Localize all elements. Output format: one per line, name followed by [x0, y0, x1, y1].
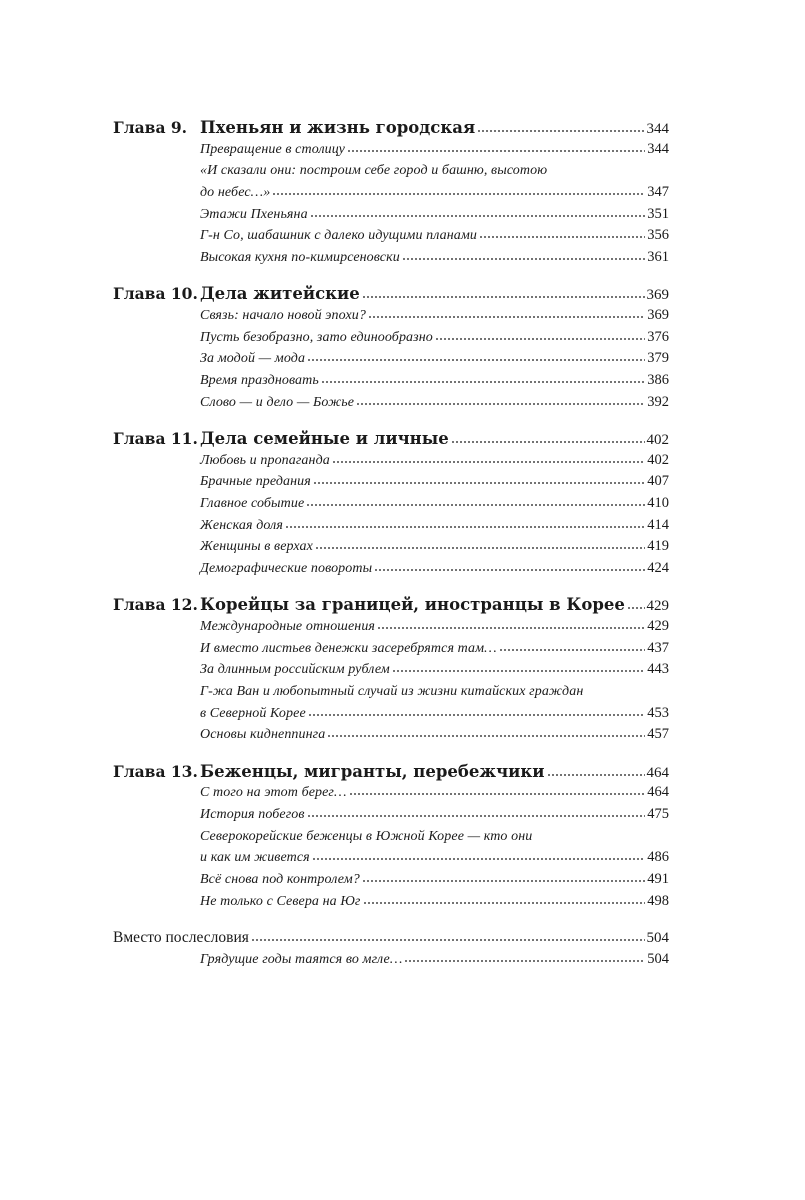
section-title: Г-н Со, шабашник с далеко идущими планами: [200, 228, 478, 244]
page-number: 344: [646, 121, 669, 137]
toc-section-entry-continued: [113, 847, 669, 869]
toc-section-entry: [113, 471, 669, 493]
chapter-title: Дела житейские: [200, 284, 360, 304]
toc-chapter-entry: [113, 428, 669, 450]
dot-leader: [315, 542, 645, 550]
page-number: 443: [647, 661, 669, 678]
toc-section-entry-continued: [113, 182, 669, 204]
section-title: Г-жа Ван и любопытный случай из жизни китайских граждан: [200, 684, 584, 699]
section-title: Брачные предания: [200, 474, 311, 490]
dot-leader: [347, 145, 645, 153]
toc-section-entry: [113, 949, 669, 971]
section-title: Высокая кухня по-кимирсеновски: [200, 250, 400, 266]
toc-section-entry: [113, 536, 669, 558]
section-title: За длинным российским рублем: [200, 662, 390, 678]
dot-leader: [499, 644, 646, 652]
toc-section-entry: [113, 804, 669, 826]
section-title: Пусть безобразно, зато единообразно: [200, 329, 433, 345]
page-number: 379: [647, 350, 669, 367]
section-title: Северокорейские беженцы в Южной Корее — кто они: [200, 828, 533, 844]
dot-leader: [349, 788, 646, 796]
page-number: 369: [646, 287, 669, 304]
dot-leader: [451, 436, 645, 444]
page-number: 407: [647, 473, 669, 490]
page-number: 369: [647, 307, 669, 323]
toc-chapter: [113, 117, 669, 269]
toc-section-entry: [113, 616, 669, 638]
toc-section-entry: [113, 370, 669, 392]
chapter-title: Корейцы за границей, иностранцы в Корее: [200, 595, 625, 615]
page-number: 344: [647, 140, 669, 157]
toc-chapter: [113, 428, 669, 580]
dot-leader: [251, 934, 645, 942]
toc-section-entry: [113, 139, 669, 161]
section-title: Любовь и пропаганда: [200, 452, 330, 468]
section-title: И вместо листьев денежки засеребрятся там…: [200, 640, 497, 656]
page-number: 414: [647, 516, 669, 533]
dot-leader: [307, 810, 646, 818]
page-number: 429: [646, 598, 669, 615]
page-number: 504: [646, 929, 669, 946]
section-title-continued: до небес…»: [200, 185, 271, 201]
dot-leader: [312, 853, 646, 861]
toc-section-entry: [113, 724, 669, 746]
toc-chapter-entry: [113, 283, 669, 305]
chapter-label: Глава 11.: [113, 428, 198, 448]
section-title: Международные отношения: [200, 618, 376, 634]
section-title: Грядущие годы таятся во мгле…: [200, 951, 403, 967]
afterword-title: Вместо послесловия: [113, 928, 249, 946]
dot-leader: [404, 955, 645, 963]
section-title: Основы киднеппинга: [200, 727, 326, 743]
dot-leader: [392, 665, 645, 673]
chapter-title: Дела семейные и личные: [200, 428, 449, 448]
toc-section-entry: [113, 826, 669, 848]
page-number: 464: [647, 784, 669, 801]
dot-leader: [435, 333, 645, 341]
dot-leader: [547, 769, 645, 777]
section-title-continued: в Северной Корее: [200, 705, 306, 721]
page-number: 475: [647, 805, 669, 822]
page-number: 457: [647, 726, 669, 743]
chapter-label: Глава 13.: [113, 761, 198, 781]
page-number: 402: [646, 431, 669, 448]
dot-leader: [627, 602, 645, 610]
page-number: 453: [647, 704, 669, 721]
page-number: 410: [647, 495, 669, 511]
page-number: 429: [647, 617, 669, 634]
dot-leader: [310, 210, 646, 218]
section-title: Демографические повороты: [200, 561, 373, 577]
dot-leader: [272, 188, 645, 196]
page-number: 498: [647, 892, 669, 909]
section-title: С того на этот берег…: [200, 785, 347, 801]
toc-section-entry: [113, 638, 669, 660]
toc-chapter: [113, 283, 669, 413]
section-title: Превращение в столицу: [200, 141, 345, 157]
section-title: Женская доля: [200, 517, 283, 533]
section-title: За модой — мода: [200, 351, 306, 367]
toc-chapter: [113, 761, 669, 913]
toc-section-entry: [113, 348, 669, 370]
page-number: 376: [647, 328, 669, 345]
section-title: История побегов: [200, 806, 305, 822]
toc-section-entry: [113, 247, 669, 269]
dot-leader: [321, 376, 645, 384]
toc-section-entry: [113, 493, 669, 515]
table-of-contents: [113, 117, 669, 985]
page-number: 464: [646, 764, 669, 781]
section-title-continued: и как им живется: [200, 850, 310, 866]
dot-leader: [313, 477, 645, 485]
dot-leader: [327, 730, 645, 738]
toc-section-entry: [113, 558, 669, 580]
section-title: Этажи Пхеньяна: [200, 206, 308, 222]
dot-leader: [356, 398, 645, 406]
toc-afterword: [113, 927, 669, 970]
page-number: 386: [647, 372, 669, 389]
section-title: Главное событие: [200, 496, 305, 511]
toc-chapter-entry: [113, 594, 669, 616]
page-number: 504: [647, 950, 669, 967]
toc-section-entry: [113, 160, 669, 182]
dot-leader: [307, 354, 645, 362]
dot-leader: [362, 875, 645, 883]
chapter-label: Глава 10.: [113, 284, 198, 304]
toc-section-entry: [113, 327, 669, 349]
section-title: Связь: начало новой эпохи?: [200, 308, 366, 323]
toc-section-entry: [113, 204, 669, 226]
page-number: 402: [647, 451, 669, 468]
toc-chapter-entry: [113, 117, 669, 139]
chapter-label: Глава 12.: [113, 595, 198, 615]
section-title: Всё снова под контролем?: [200, 872, 360, 887]
dot-leader: [368, 311, 645, 319]
toc-section-entry: [113, 225, 669, 247]
toc-section-entry: [113, 869, 669, 891]
dot-leader: [402, 253, 645, 261]
chapter-label: Глава 9.: [113, 118, 188, 137]
toc-section-entry: [113, 681, 669, 703]
toc-section-entry: [113, 515, 669, 537]
page-number: 419: [647, 538, 669, 555]
chapter-title: Беженцы, мигранты, перебежчики: [200, 761, 545, 781]
toc-section-entry: [113, 782, 669, 804]
page-number: 437: [647, 639, 669, 656]
dot-leader: [308, 709, 645, 717]
section-title: Не только с Севера на Юг: [200, 893, 361, 909]
toc-section-entry: [113, 659, 669, 681]
toc-section-entry: [113, 891, 669, 913]
section-title: Слово — и дело — Божье: [200, 394, 355, 410]
page-number: 351: [647, 205, 669, 222]
page-number: 356: [647, 227, 669, 244]
dot-leader: [374, 564, 645, 572]
dot-leader: [363, 897, 646, 905]
dot-leader: [377, 622, 645, 630]
toc-afterword-entry: [113, 927, 669, 949]
page-number: 491: [647, 871, 669, 887]
toc-section-entry: [113, 392, 669, 414]
dot-leader: [479, 231, 645, 239]
dot-leader: [477, 125, 644, 133]
page-number: 361: [647, 249, 669, 266]
toc-chapter: [113, 594, 669, 746]
dot-leader: [332, 456, 645, 464]
page-number: 424: [647, 560, 669, 577]
section-title: Время праздновать: [200, 373, 319, 389]
dot-leader: [362, 291, 645, 299]
toc-section-entry: [113, 305, 669, 327]
chapter-title: Пхеньян и жизнь городская: [200, 118, 476, 137]
page-number: 347: [647, 184, 669, 201]
toc-chapter-entry: [113, 761, 669, 783]
section-title: «И сказали они: построим себе город и башню, высотою: [200, 163, 548, 179]
toc-section-entry-continued: [113, 703, 669, 725]
page-number: 486: [647, 849, 669, 866]
page-number: 392: [647, 393, 669, 410]
dot-leader: [285, 521, 645, 529]
section-title: Женщины в верхах: [200, 539, 313, 555]
toc-section-entry: [113, 450, 669, 472]
dot-leader: [306, 499, 645, 507]
